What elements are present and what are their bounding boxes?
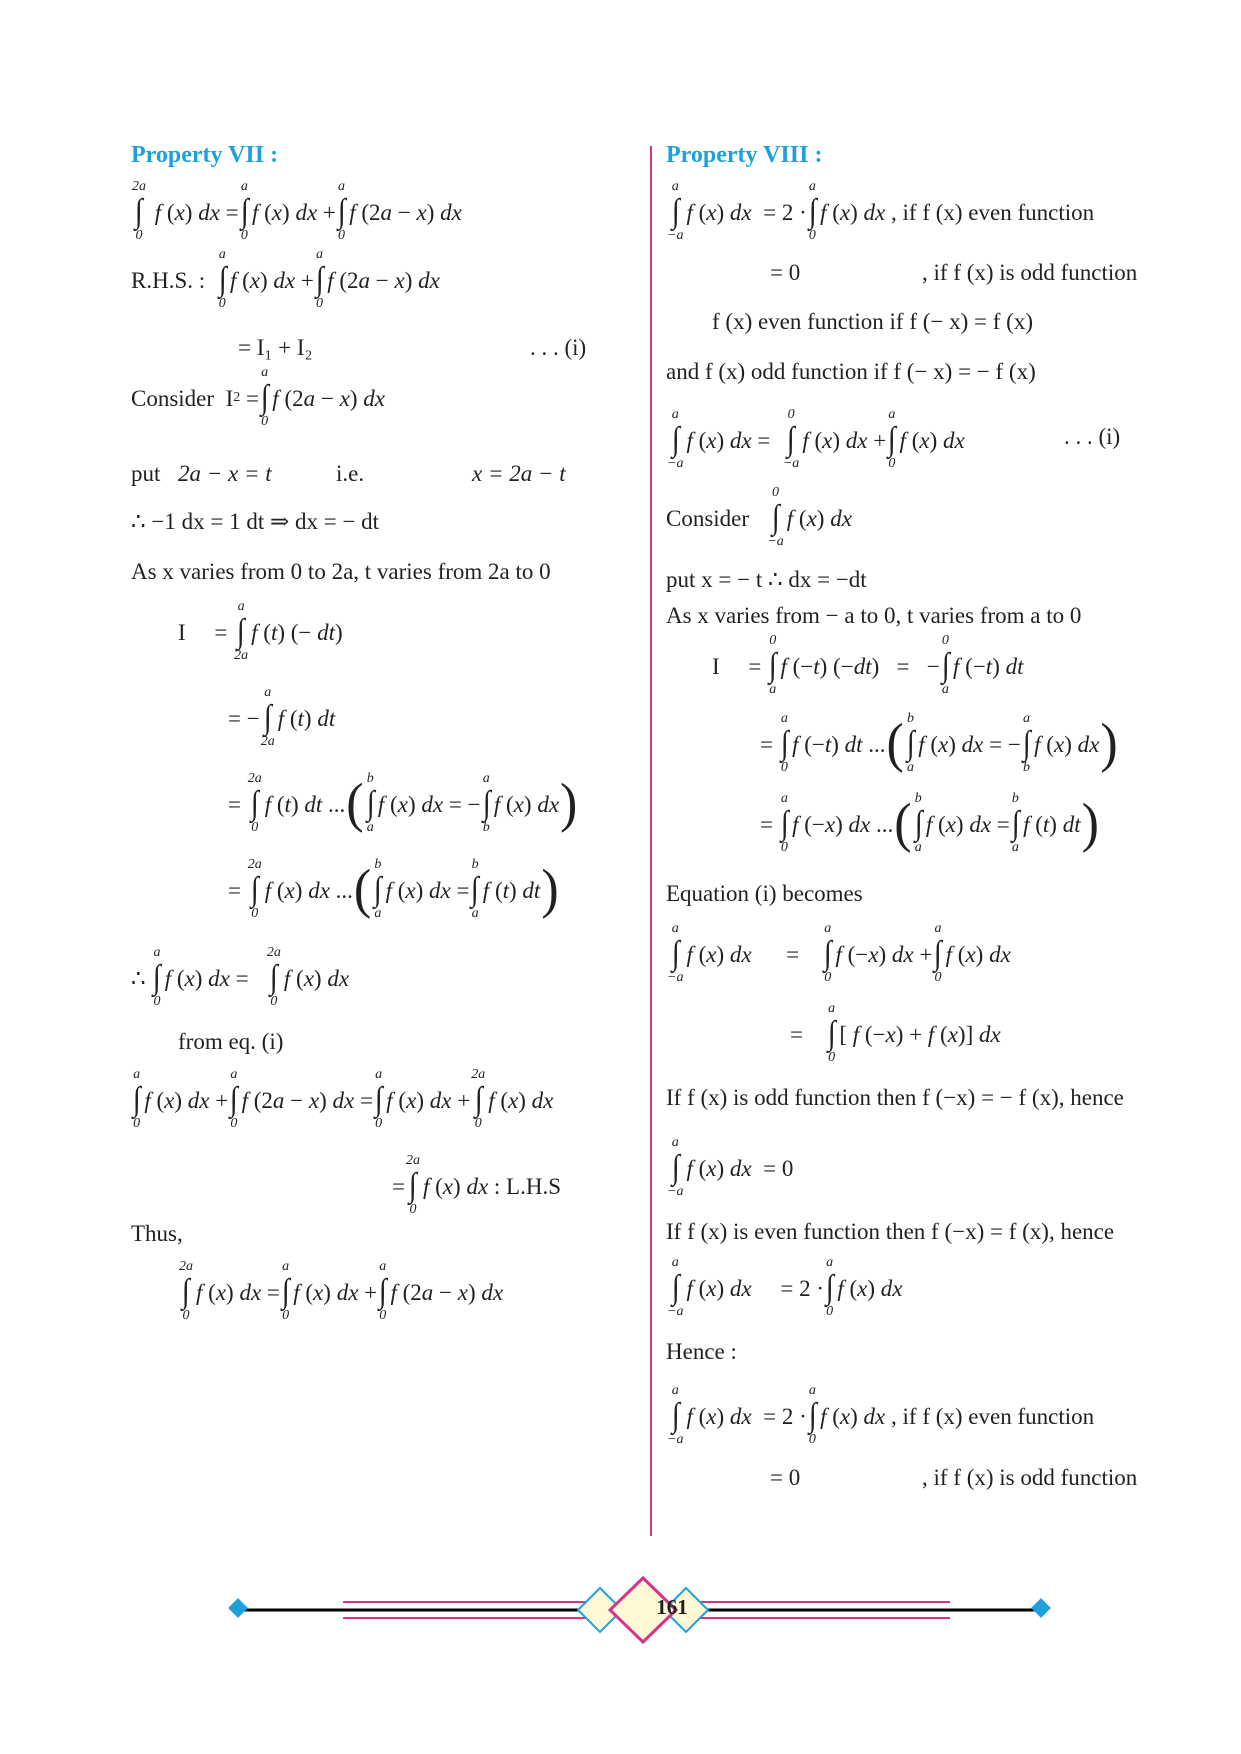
column-divider: [650, 146, 652, 1536]
put-label: put: [131, 461, 161, 486]
final-odd-zero: = 0: [770, 1465, 801, 1490]
ref-i-left: . . . (i): [530, 335, 587, 360]
left-diamond-icon: [228, 1598, 248, 1618]
eq-becomes-step-2: = a ∫ 0 [ f (− x ) + f ( x )] dx: [790, 1001, 1001, 1065]
even-statement: If f (x) is even function then f (−x) = f (x), hence: [666, 1219, 1115, 1244]
integral-step-4: = 2a ∫ 0 f ( x ) dx ... ( b ∫ a f ( x ) dx = b ∫ a f ( t ) dt ): [228, 857, 559, 921]
odd-result: a ∫ −a f ( x ) dx = 0: [667, 1135, 794, 1199]
consider-right: Consider 0 ∫ −a f ( x ) dx: [666, 485, 852, 549]
varies-line: As x varies from 0 to 2a, t varies from 2a to 0: [131, 559, 551, 584]
lhs-equation: = 2a ∫ 0 f ( x ) dx : L.H.S: [392, 1153, 561, 1217]
page-number: 161: [656, 1595, 688, 1619]
put-result: x = 2a − t: [472, 461, 566, 486]
property-viii-even: a ∫ −a f ( x ) dx = 2 · a ∫ 0 f ( x ) dx , if f (x) even function: [667, 179, 1095, 243]
integral-step-2: = − a ∫ 2a f ( t ) dt: [228, 685, 336, 749]
right-step-1: I = 0 ∫ a f (− t ) (− dt ) = − 0 ∫ a f (− t ) dt: [712, 633, 1024, 697]
even-result: a ∫ −a f ( x ) dx = 2 · a ∫ 0 f ( x ) dx: [667, 1255, 903, 1319]
final-even-label: if f (x) even function: [902, 1403, 1095, 1429]
integral-step-1: I = a ∫ 2a f ( t ) (− dt ): [178, 599, 343, 663]
rhs-label: R.H.S. :: [131, 267, 206, 293]
property-viii-odd-zero: = 0: [770, 260, 801, 285]
thus-label: Thus,: [131, 1221, 183, 1246]
property-vii-heading: Property VII :: [131, 142, 279, 168]
right-step-2: = a ∫ 0 f (− t ) dt ... ( b ∫ a f ( x ) dx = − a ∫ b f ( x ) dx ): [760, 711, 1118, 775]
odd-statement: If f (x) is odd function then f (−x) = − f (x), hence: [666, 1085, 1124, 1110]
put-expression: 2a − x = t: [178, 461, 272, 486]
property-vii-conclusion: 2a ∫ 0 f ( x ) dx = a ∫ 0 f ( x ) dx + a ∫ 0 f (2 a − x ) dx: [179, 1259, 504, 1323]
rhs-line: R.H.S. : a ∫ 0 f ( x ) dx + a ∫ 0 f (2 a − x ) dx: [131, 247, 440, 311]
property-viii-odd-label: , if f (x) is odd function: [922, 260, 1138, 285]
consider-i2-line: Consider I 2 = a ∫ 0 f (2 a − x ) dx: [131, 365, 385, 429]
consider-right-label: Consider: [666, 505, 750, 531]
odd-definition: and f (x) odd function if f (− x) = − f (x): [666, 359, 1036, 384]
even-definition: f (x) even function if f (− x) = f (x): [712, 309, 1033, 334]
final-odd-label-line: , if f (x) is odd function: [922, 1465, 1138, 1490]
split-integral: a ∫ −a f ( x ) dx = 0 ∫ −a f ( x ) dx + a ∫ 0 f ( x ) dx: [667, 407, 965, 471]
even-fn-label: if f (x) even function: [902, 199, 1095, 225]
right-step-3: = a ∫ 0 f (− x ) dx ... ( b ∫ a f ( x ) dx = b ∫ a f ( t ) dt ): [760, 791, 1099, 855]
combined-equation: a ∫ 0 f ( x ) dx + a ∫ 0 f (2 a − x ) dx = a ∫ 0 f ( x ) dx + 2a ∫ 0 f ( x ) dx: [132, 1067, 554, 1131]
therefore-equality: ∴ a ∫ 0 f ( x ) dx = 2a ∫ 0 f ( x ) dx: [131, 945, 350, 1009]
odd-fn-label: if f (x) is odd function: [933, 260, 1138, 285]
final-odd-label: if f (x) is odd function: [933, 1465, 1138, 1490]
therefore-line: ∴ −1 dx = 1 dt ⇒ dx = − dt: [131, 509, 380, 534]
put-line-right: put x = − t ∴ dx = −dt: [666, 567, 867, 592]
right-diamond-icon: [1031, 1598, 1051, 1618]
consider-label: Consider: [131, 385, 215, 411]
varies-line-right: As x varies from − a to 0, t varies from a to 0: [666, 603, 1082, 628]
eq-becomes-label: Equation (i) becomes: [666, 881, 863, 906]
lhs-label: : L.H.S: [493, 1173, 561, 1199]
hence-label: Hence :: [666, 1339, 737, 1364]
ie-label: i.e.: [336, 461, 365, 486]
final-even: a ∫ −a f ( x ) dx = 2 · a ∫ 0 f ( x ) dx , if f (x) even function: [667, 1383, 1095, 1447]
eq-becomes-step-1: a ∫ −a f ( x ) dx = a ∫ 0 f (− x ) dx + a ∫ 0 f ( x ) dx: [667, 921, 1011, 985]
from-eq-label: from eq. (i): [178, 1029, 284, 1054]
i1-i2-line: = I₁ + I₂: [238, 335, 313, 360]
property-vii-statement: 2a ∫ 0 f ( x ) dx = a ∫ 0 f ( x ) dx + a ∫ 0 f (2 a − x ) dx: [132, 179, 462, 243]
ref-i-right: . . . (i): [1064, 424, 1121, 449]
integral-step-3: = 2a ∫ 0 f ( t ) dt ... ( b ∫ a f ( x ) dx = − a ∫ b f ( x ) dx ): [228, 771, 578, 835]
property-viii-heading: Property VIII :: [666, 142, 823, 168]
